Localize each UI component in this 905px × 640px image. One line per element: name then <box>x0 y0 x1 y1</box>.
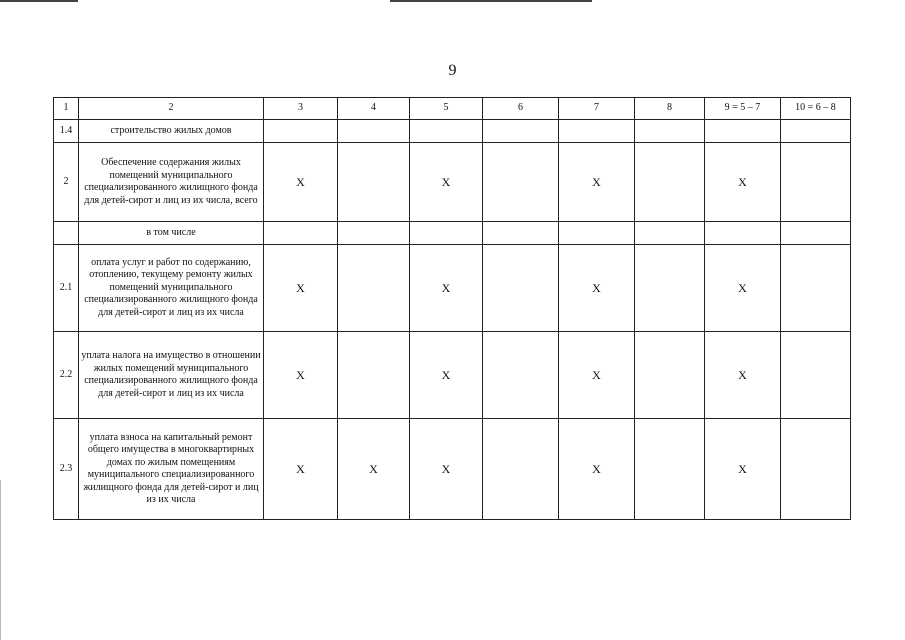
top-rule-right <box>390 0 592 2</box>
table-row <box>54 222 851 245</box>
value-cell <box>781 143 851 222</box>
row-name: в том числе <box>79 222 264 245</box>
value-cell <box>410 222 483 245</box>
budget-table <box>53 97 851 520</box>
header-row <box>54 98 851 120</box>
value-cell <box>559 120 635 143</box>
value-cell: Х <box>410 143 483 222</box>
value-cell <box>781 120 851 143</box>
value-cell <box>264 222 338 245</box>
value-cell <box>635 143 705 222</box>
value-cell: Х <box>264 332 338 419</box>
value-cell <box>559 222 635 245</box>
value-cell <box>705 222 781 245</box>
page-number: 9 <box>448 62 457 79</box>
header-cell: 9 = 5 – 7 <box>705 98 781 120</box>
value-cell <box>635 419 705 520</box>
value-cell: Х <box>338 419 410 520</box>
value-cell <box>338 222 410 245</box>
row-number: 1.4 <box>54 120 79 143</box>
value-cell <box>781 245 851 332</box>
value-cell <box>781 419 851 520</box>
row-number: 2 <box>54 143 79 222</box>
value-cell: Х <box>264 419 338 520</box>
value-cell <box>338 120 410 143</box>
row-name: оплата услуг и работ по содержанию, отоплению, текущему ремонту жилых помещений муниципального специализированного жилищного фонда для детей-сирот и лиц из их числа <box>79 245 264 332</box>
value-cell <box>781 222 851 245</box>
value-cell <box>635 222 705 245</box>
header-cell: 1 <box>54 98 79 120</box>
header-cell: 7 <box>559 98 635 120</box>
scan-edge <box>0 480 1 640</box>
row-number: 2.3 <box>54 419 79 520</box>
value-cell <box>483 222 559 245</box>
value-cell <box>781 332 851 419</box>
value-cell <box>635 332 705 419</box>
value-cell <box>483 419 559 520</box>
value-cell <box>705 120 781 143</box>
row-name: уплата налога на имущество в отношении жилых помещений муниципального специализированного жилищного фонда для детей-сирот и лиц из их числа <box>79 332 264 419</box>
value-cell <box>410 120 483 143</box>
value-cell: Х <box>705 332 781 419</box>
value-cell: Х <box>559 332 635 419</box>
table-row <box>54 143 851 222</box>
header-cell: 10 = 6 – 8 <box>781 98 851 120</box>
value-cell: Х <box>559 143 635 222</box>
header-cell: 2 <box>79 98 264 120</box>
value-cell <box>264 120 338 143</box>
value-cell <box>483 143 559 222</box>
value-cell: Х <box>559 419 635 520</box>
value-cell: Х <box>410 419 483 520</box>
table-row <box>54 245 851 332</box>
value-cell <box>483 332 559 419</box>
header-cell: 8 <box>635 98 705 120</box>
value-cell <box>635 245 705 332</box>
value-cell: Х <box>559 245 635 332</box>
value-cell <box>338 245 410 332</box>
header-cell: 5 <box>410 98 483 120</box>
value-cell: Х <box>264 245 338 332</box>
header-cell: 3 <box>264 98 338 120</box>
header-cell: 6 <box>483 98 559 120</box>
value-cell <box>483 120 559 143</box>
value-cell: Х <box>410 245 483 332</box>
row-name: уплата взноса на капитальный ремонт общего имущества в многоквартирных домах по жилым помещениям муниципального специализированного жилищного фонда для детей-сирот и лиц из их числа <box>79 419 264 520</box>
value-cell: Х <box>410 332 483 419</box>
row-number: 2.1 <box>54 245 79 332</box>
value-cell: Х <box>705 245 781 332</box>
table-row <box>54 120 851 143</box>
value-cell <box>338 143 410 222</box>
row-name: строительство жилых домов <box>79 120 264 143</box>
row-name: Обеспечение содержания жилых помещений муниципального специализированного жилищного фонда для детей-сирот и лиц из их числа, всего <box>79 143 264 222</box>
value-cell <box>635 120 705 143</box>
table-row <box>54 332 851 419</box>
value-cell <box>338 332 410 419</box>
value-cell: Х <box>264 143 338 222</box>
row-number: 2.2 <box>54 332 79 419</box>
top-rule-left <box>0 0 78 2</box>
header-cell: 4 <box>338 98 410 120</box>
value-cell: Х <box>705 143 781 222</box>
value-cell <box>483 245 559 332</box>
row-number <box>54 222 79 245</box>
table-row <box>54 419 851 520</box>
value-cell: Х <box>705 419 781 520</box>
